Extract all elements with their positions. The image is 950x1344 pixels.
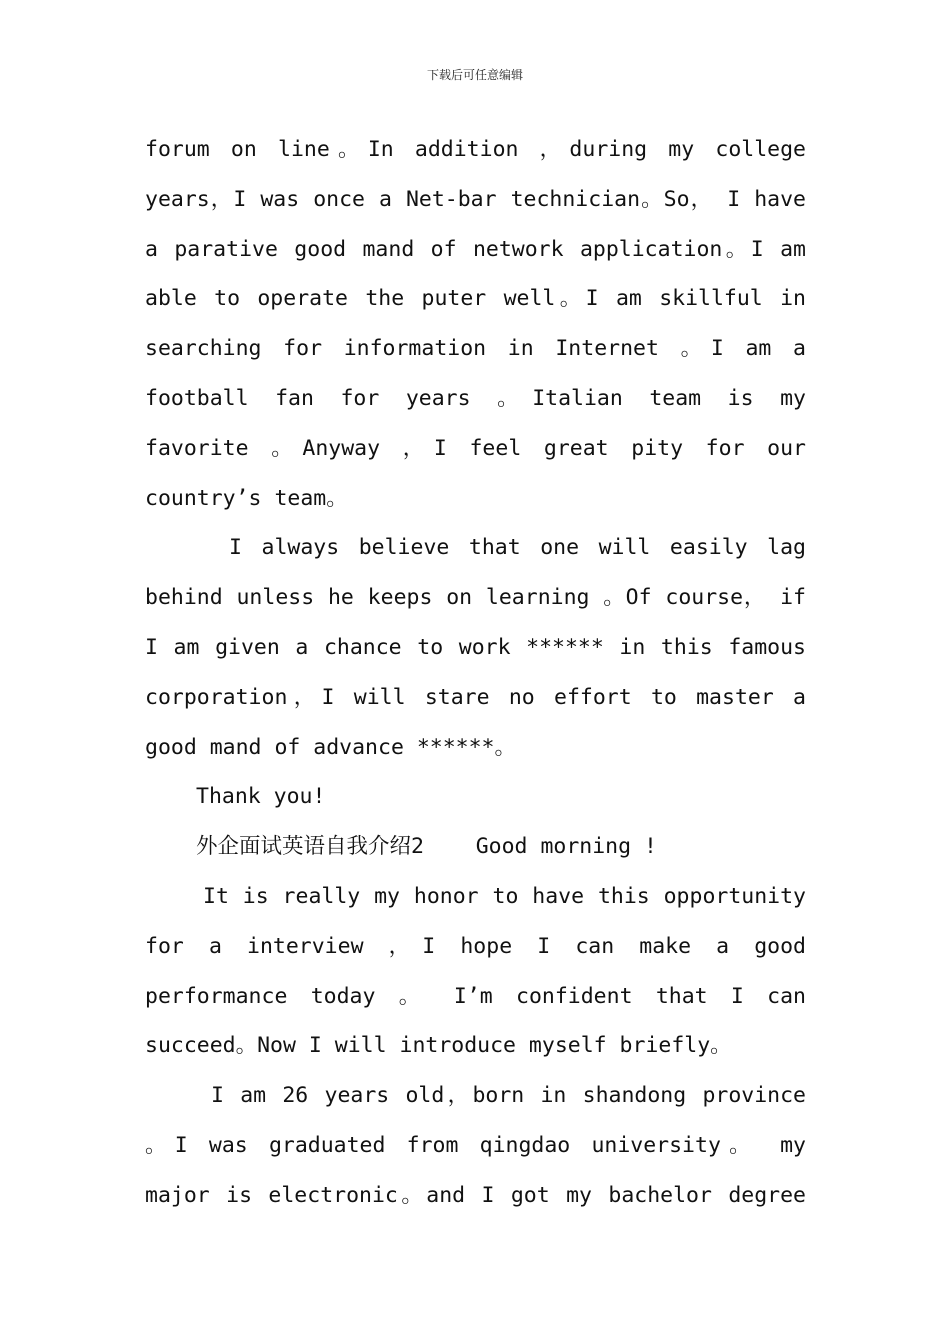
document-body xyxy=(145,125,806,1221)
text-line: I always believe that one will easily lag xyxy=(229,535,806,561)
text-line: years，I was once a Net-bar technician。So， I have xyxy=(145,186,806,212)
text-line: I am 26 years old，born in shandong province xyxy=(211,1083,806,1109)
text-line: good mand of advance ******。 xyxy=(145,734,516,760)
text-line: succeed。Now I will introduce myself briefly。 xyxy=(145,1033,732,1059)
text-line: a parative good mand of network application。I am xyxy=(145,236,806,262)
text-line: for a interview ，I hope I can make a good xyxy=(145,933,806,959)
text-line: corporation，I will stare no effort to master a xyxy=(145,684,806,710)
text-line: country’s team。 xyxy=(145,485,348,511)
text-line: performance today 。 I’m confident that I can xyxy=(145,983,806,1009)
text-line: I am given a chance to work ****** in this famous xyxy=(145,634,806,660)
text-line: forum on line。In addition ，during my college xyxy=(145,137,806,162)
page-header: 下载后可任意编辑 xyxy=(426,68,523,82)
text-line: 外企面试英语自我介绍2 Good morning ! xyxy=(196,834,657,860)
text-line: behind unless he keeps on learning 。Of course， if xyxy=(145,585,806,611)
text-line: searching for information in Internet 。I am a xyxy=(145,336,806,362)
text-line: 。I was graduated from qingdao university。 my xyxy=(145,1132,806,1158)
text-line: major is electronic。and I got my bachelor degree xyxy=(145,1182,806,1208)
text-line: football fan for years 。Italian team is my xyxy=(145,385,806,411)
text-line: favorite 。Anyway ，I feel great pity for our xyxy=(145,435,806,461)
text-line: It is really my honor to have this opportunity xyxy=(203,883,806,909)
text-line: able to operate the puter well。I am skillful in xyxy=(145,286,806,312)
text-line: Thank you! xyxy=(196,784,326,810)
